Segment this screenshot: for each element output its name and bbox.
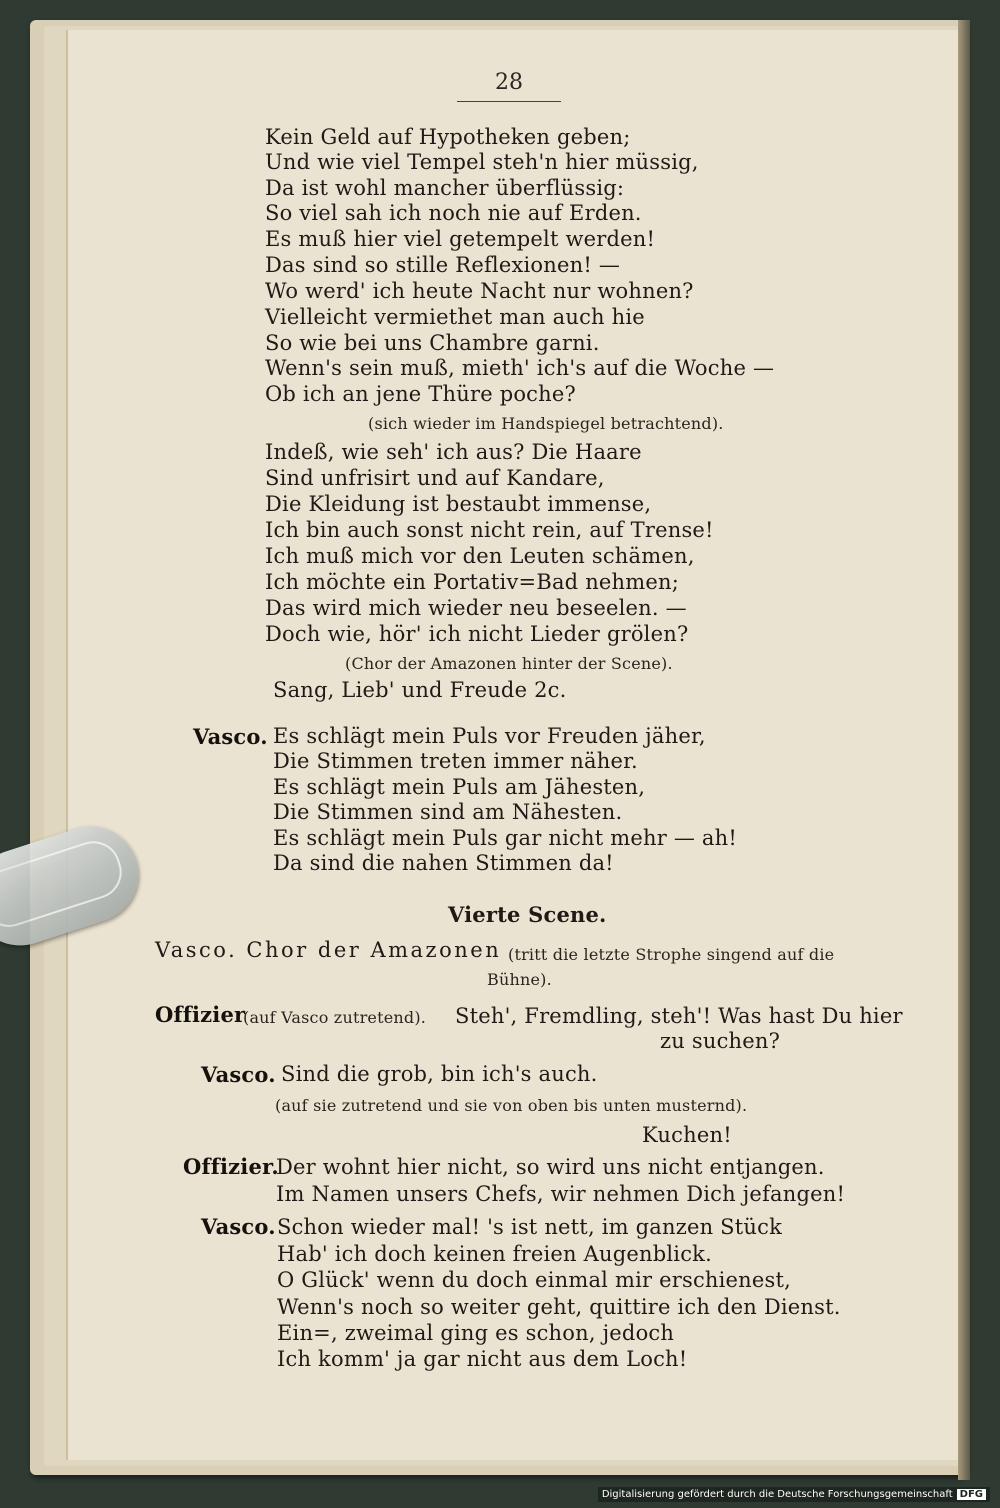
verse-line: Im Namen unsers Chefs, wir nehmen Dich jefangen!	[276, 1182, 846, 1206]
dfg-logo: DFG	[957, 1489, 986, 1500]
chorus-line: Sang, Lieb' und Freude 2c.	[273, 678, 567, 702]
verse-line: Wenn's sein muß, mieth' ich's auf die Woche —	[265, 356, 775, 380]
page-number-container	[0, 70, 1000, 102]
verse-line: Die Stimmen treten immer näher.	[273, 749, 638, 773]
verse-line: Steh', Fremdling, steh'! Was hast Du hier	[455, 1004, 903, 1028]
stage-direction: (auf Vasco zutretend).	[243, 1008, 427, 1027]
speaker-name: Vasco.	[201, 1062, 276, 1087]
speaker-name: Vasco.	[193, 724, 268, 749]
verse-line: Ein=, zweimal ging es schon, jedoch	[277, 1321, 675, 1345]
stage-direction: Bühne).	[487, 970, 552, 989]
verse-line: Und wie viel Tempel steh'n hier müssig,	[265, 150, 699, 174]
credit-text: Digitalisierung gefördert durch die Deutsche Forschungsgemeinschaft	[601, 1489, 953, 1500]
digitization-credit	[598, 1487, 990, 1502]
verse-line: zu suchen?	[660, 1029, 781, 1053]
verse-line: Kein Geld auf Hypotheken geben;	[265, 125, 631, 149]
verse-line: Vielleicht vermiethet man auch hie	[265, 305, 645, 329]
verse-line: Es muß hier viel getempelt werden!	[265, 227, 656, 251]
verse-line: Das sind so stille Reflexionen! —	[265, 253, 621, 277]
cast-list: Vasco. Chor der Amazonen	[155, 938, 502, 962]
verse-line: Wenn's noch so weiter geht, quittire ich den Dienst.	[277, 1295, 841, 1319]
page-gutter-shadow	[958, 20, 970, 1480]
stage-direction: (sich wieder im Handspiegel betrachtend).	[368, 414, 724, 433]
scene-heading: Vierte Scene.	[448, 902, 607, 927]
speaker-name: Vasco.	[201, 1214, 276, 1239]
verse-line: Es schlägt mein Puls am Jähesten,	[273, 775, 646, 799]
verse-line: Wo werd' ich heute Nacht nur wohnen?	[265, 279, 694, 303]
stage-direction: (Chor der Amazonen hinter der Scene).	[345, 654, 673, 673]
verse-line: Hab' ich doch keinen freien Augenblick.	[277, 1242, 712, 1266]
verse-line: Sind die grob, bin ich's auch.	[281, 1062, 598, 1086]
verse-line: O Glück' wenn du doch einmal mir erschienest,	[277, 1268, 792, 1292]
verse-line: Sind unfrisirt und auf Kandare,	[265, 466, 605, 490]
stage-direction: (auf sie zutretend und sie von oben bis unten musternd).	[275, 1096, 748, 1115]
verse-line: Es schlägt mein Puls gar nicht mehr — ah!	[273, 826, 737, 850]
speaker-name: Offizier	[155, 1002, 246, 1027]
verse-line: Es schlägt mein Puls vor Freuden jäher,	[273, 724, 706, 748]
speaker-name: Offizier.	[183, 1154, 279, 1179]
verse-line: Da ist wohl mancher überflüssig:	[265, 176, 625, 200]
verse-line: Doch wie, hör' ich nicht Lieder grölen?	[265, 622, 689, 646]
verse-line: So viel sah ich noch nie auf Erden.	[265, 201, 642, 225]
verse-line: Kuchen!	[642, 1123, 732, 1147]
verse-line: Der wohnt hier nicht, so wird uns nicht entjangen.	[276, 1155, 825, 1179]
verse-line: Ich möchte ein Portativ=Bad nehmen;	[265, 570, 680, 594]
verse-line: Ich komm' ja gar nicht aus dem Loch!	[277, 1347, 688, 1371]
verse-line: So wie bei uns Chambre garni.	[265, 331, 600, 355]
verse-line: Ich bin auch sonst nicht rein, auf Trense!	[265, 518, 714, 542]
verse-line: Das wird mich wieder neu beseelen. —	[265, 596, 687, 620]
verse-line: Ob ich an jene Thüre poche?	[265, 382, 576, 406]
verse-line: Da sind die nahen Stimmen da!	[273, 851, 614, 875]
verse-line: Schon wieder mal! 's ist nett, im ganzen Stück	[277, 1215, 783, 1239]
page-number: 28	[457, 70, 561, 102]
verse-line: Die Kleidung ist bestaubt immense,	[265, 492, 652, 516]
stage-direction: (tritt die letzte Strophe singend auf die	[508, 945, 835, 964]
verse-line: Die Stimmen sind am Nähesten.	[273, 800, 623, 824]
verse-line: Indeß, wie seh' ich aus? Die Haare	[265, 440, 642, 464]
verse-line: Ich muß mich vor den Leuten schämen,	[265, 544, 695, 568]
